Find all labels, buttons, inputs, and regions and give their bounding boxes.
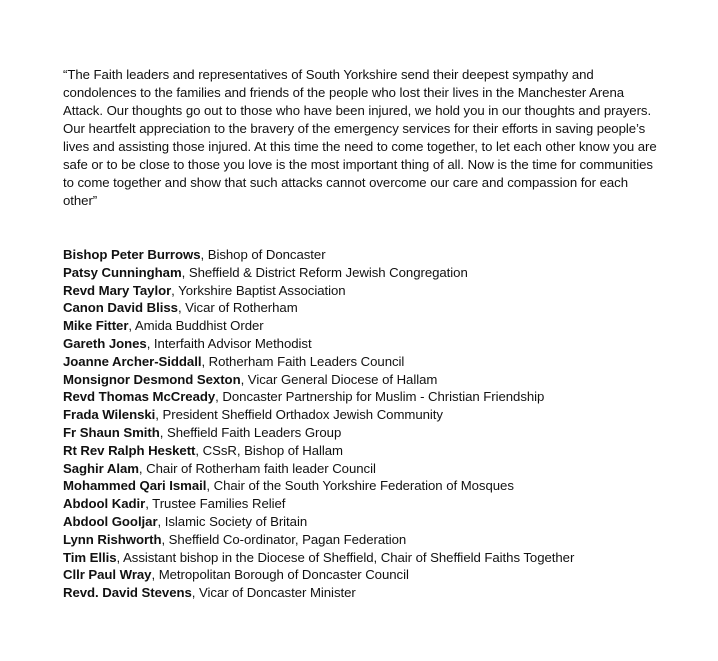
signatory-name: Saghir Alam (63, 460, 139, 476)
signatory-role: , Interfaith Advisor Methodist (146, 335, 312, 351)
signatory-name: Mohammed Qari Ismail (63, 478, 207, 494)
signatory-name: Rt Rev Ralph Heskett (63, 442, 196, 458)
signatory-role: , Sheffield & District Reform Jewish Congregation (181, 264, 468, 280)
signatory-item (63, 584, 663, 602)
signatory-name: Fr Shaun Smith (63, 424, 160, 440)
signatory-role: , Metropolitan Borough of Doncaster Council (151, 567, 409, 583)
signatory-item (63, 246, 663, 264)
signatory-name: Frada Wilenski (63, 407, 156, 423)
signatory-role: , Chair of the South Yorkshire Federation of Mosques (206, 478, 514, 494)
signatory-item (63, 335, 663, 353)
signatory-item (63, 282, 663, 300)
signatory-item (63, 549, 663, 567)
signatory-item (63, 388, 663, 406)
signatory-name: Revd Thomas McCready (63, 389, 216, 405)
signatory-item (63, 566, 663, 584)
signatory-name: Tim Ellis (63, 549, 117, 565)
signatory-name: Joanne Archer-Siddall (63, 353, 202, 369)
signatory-name: Patsy Cunningham (63, 264, 182, 280)
signatory-name: Mike Fitter (63, 318, 129, 334)
signatory-item (63, 317, 663, 335)
signatory-item (63, 513, 663, 531)
signatory-name: Revd. David Stevens (63, 585, 192, 601)
document-page (63, 66, 663, 602)
signatory-role: , Sheffield Faith Leaders Group (159, 424, 342, 440)
signatory-role: , Doncaster Partnership for Muslim - Christian Friendship (215, 389, 545, 405)
signatory-item (63, 424, 663, 442)
signatory-role: , President Sheffield Orthadox Jewish Community (155, 407, 443, 423)
signatory-item (63, 406, 663, 424)
signatory-list (63, 246, 663, 602)
signatory-name: Monsignor Desmond Sexton (63, 371, 241, 387)
signatory-name: Cllr Paul Wray (63, 567, 152, 583)
signatory-name: Canon David Bliss (63, 300, 178, 316)
signatory-name: Abdool Gooljar (63, 513, 158, 529)
signatory-role: , Vicar General Diocese of Hallam (240, 371, 438, 387)
signatory-name: Gareth Jones (63, 335, 147, 351)
signatory-role: , CSsR, Bishop of Hallam (195, 442, 343, 458)
signatory-role: , Islamic Society of Britain (157, 513, 308, 529)
signatory-role: , Chair of Rotherham faith leader Council (138, 460, 376, 476)
signatory-role: , Amida Buddhist Order (128, 318, 264, 334)
signatory-role: , Sheffield Co-ordinator, Pagan Federation (161, 531, 407, 547)
signatory-item (63, 477, 663, 495)
signatory-item (63, 299, 663, 317)
signatory-role: , Bishop of Doncaster (200, 247, 326, 262)
signatory-item (63, 460, 663, 478)
signatory-role: , Trustee Families Relief (145, 496, 286, 512)
signatory-role: , Rotherham Faith Leaders Council (201, 353, 405, 369)
signatory-item (63, 371, 663, 389)
signatory-role: , Yorkshire Baptist Association (171, 282, 346, 298)
signatory-item (63, 442, 663, 460)
signatory-role: , Assistant bishop in the Diocese of Sheffield, Chair of Sheffield Faiths Together (116, 549, 575, 565)
signatory-name: Abdool Kadir (63, 496, 146, 512)
signatory-item (63, 531, 663, 549)
signatory-name: Revd Mary Taylor (63, 282, 172, 298)
signatory-role: , Vicar of Doncaster Minister (191, 585, 356, 601)
statement-paragraph: “The Faith leaders and representatives of South Yorkshire send their deepest sympathy and condolences to the families and friends of the people who lost their lives in the Manchester Arena Attack. Our thoughts go out to those who have been injured, we hold you in our thoughts and prayers. Our heartfelt appreciation to the bravery of the emergency services for their efforts in saving people’s lives and assisting those injured. At this time the need to come together, to let each other know you are safe or to be close to those you love is the most important thing of all. Now is the time for communities to come together and show that such attacks cannot overcome our care and compassion for each other” (63, 67, 657, 208)
signatory-item (63, 495, 663, 513)
signatory-item (63, 353, 663, 371)
signatory-item (63, 264, 663, 282)
signatory-role: , Vicar of Rotherham (177, 300, 298, 316)
signatory-name: Lynn Rishworth (63, 531, 162, 547)
signatory-name: Bishop Peter Burrows (63, 247, 201, 262)
